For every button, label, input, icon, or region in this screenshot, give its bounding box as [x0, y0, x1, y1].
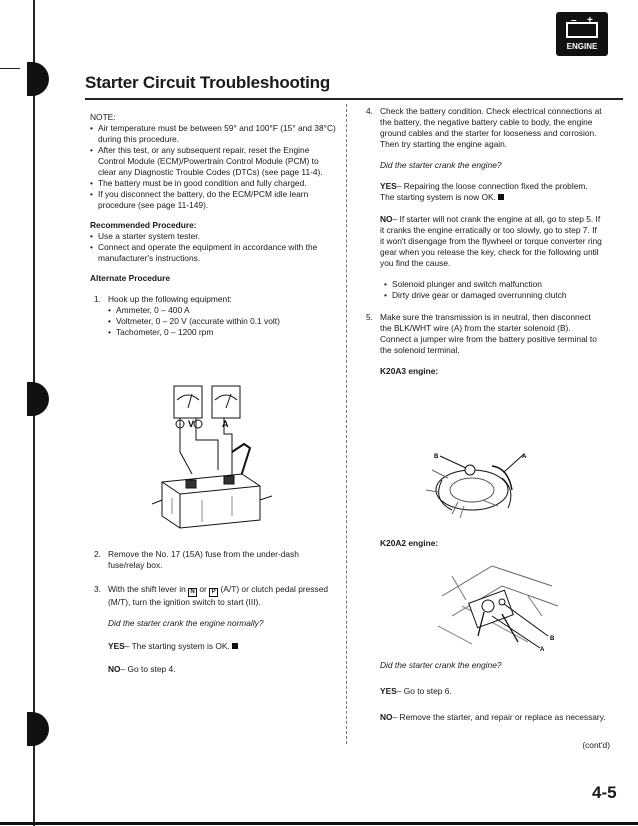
end-mark-icon	[232, 643, 238, 649]
end-mark-icon	[498, 194, 504, 200]
equipment-item: • Voltmeter, 0 – 20 V (accurate within 0.1 volt)	[108, 316, 336, 327]
page-title: Starter Circuit Troubleshooting	[85, 73, 331, 92]
voltmeter-icon	[174, 386, 202, 418]
battery-test-illustration	[152, 382, 272, 532]
left-column-lower	[90, 549, 336, 675]
continued-note: (cont'd)	[582, 740, 610, 750]
binder-hole-top	[27, 62, 49, 96]
step5-question: Did the starter crank the engine?	[380, 660, 502, 670]
step3-question: Did the starter crank the engine normally?	[108, 618, 264, 628]
battery-plus-icon: +	[587, 15, 593, 26]
meter-terminal-icon	[194, 420, 202, 428]
step-text: With the shift lever in	[108, 584, 186, 594]
k20a2-label-wrap	[380, 538, 600, 549]
cause-item: • Dirty drive gear or damaged overrunning clutch	[384, 290, 602, 301]
ammeter-label: A	[222, 419, 229, 429]
note-label: NOTE:	[90, 112, 116, 122]
no-text: – If starter will not crank the engine at all, go to step 5. If it cranks the engine erratically or too slowly, go to step 7. If it won't disengage from the flywheel or torque converter ring gear when you release the key, check for the following until you find the cause.	[380, 214, 602, 268]
engine-label: ENGINE	[566, 42, 598, 51]
page-number: 4-5	[592, 783, 617, 802]
note-item: • The battery must be in good condition and fully charged.	[90, 178, 336, 189]
callout-a: A	[522, 454, 527, 460]
binder-hole-middle	[27, 382, 49, 416]
note-item: • After this test, or any subsequent repair, reset the Engine Control Module (ECM)/Powertrain Control Module (PCM) to clear any Diagnostic Trouble Codes (DTCs) (see page 11-4).	[90, 145, 336, 178]
no-text: – Go to step 4.	[120, 664, 176, 674]
step-number: 5.	[366, 312, 373, 322]
step-1	[90, 294, 336, 305]
equipment-item: • Ammeter, 0 – 400 A	[108, 305, 336, 316]
binder-hole-bottom	[27, 712, 49, 746]
note-item: • If you disconnect the battery, do the ECM/PCM idle learn procedure (see page 11-149).	[90, 189, 336, 211]
callout-b: B	[550, 636, 555, 642]
callout-b: B	[434, 454, 439, 460]
recommended-item: • Use a starter system tester.	[90, 231, 336, 242]
step-number: 3.	[94, 584, 101, 594]
step3-yes	[90, 641, 336, 652]
neutral-symbol: N	[188, 588, 197, 597]
left-column	[90, 112, 336, 338]
no-label: NO	[108, 664, 121, 674]
k20a2-starter-illustration	[432, 556, 562, 652]
step-number: 2.	[94, 549, 101, 559]
step-text: Make sure the transmission is in neutral, then disconnect the BLK/WHT wire (A) from the starter solenoid (B). Connect a jumper wire from the battery positive terminal to the solenoid terminal.	[380, 312, 597, 355]
step-number: 1.	[94, 294, 101, 304]
battery-minus-icon: –	[571, 15, 577, 26]
no-label: NO	[380, 712, 393, 722]
park-symbol: P	[209, 588, 218, 597]
equipment-item: • Tachometer, 0 – 1200 rpm	[108, 327, 336, 338]
note-item: • Air temperature must be between 59° and 100°F (15° and 38°C) during this procedure.	[90, 123, 336, 145]
margin-tick	[0, 68, 20, 69]
yes-label: YES	[108, 641, 125, 651]
yes-text: – Go to step 6.	[396, 686, 452, 696]
step-text: Remove the No. 17 (15A) fuse from the under-dash fuse/relay box.	[108, 549, 299, 570]
k20a3-starter-illustration	[412, 450, 528, 522]
step-2	[90, 549, 336, 571]
no-text: – Remove the starter, and repair or replace as necessary.	[392, 712, 606, 722]
cause-item: • Solenoid plunger and switch malfunction	[384, 279, 602, 290]
k20a2-label: K20A2 engine:	[380, 538, 439, 548]
recommended-item: • Connect and operate the equipment in accordance with the manufacturer's instructions.	[90, 242, 336, 264]
no-label: NO	[380, 214, 393, 224]
yes-text: – The starting system is OK.	[124, 641, 230, 651]
step4-question: Did the starter crank the engine?	[380, 160, 502, 170]
ammeter-icon	[212, 386, 240, 418]
title-rule	[85, 98, 623, 100]
step4-yes	[362, 181, 602, 203]
step-5	[362, 312, 602, 356]
alternate-heading: Alternate Procedure	[90, 273, 171, 283]
yes-label: YES	[380, 686, 397, 696]
step3-no	[90, 664, 336, 675]
step-text: Hook up the following equipment:	[108, 294, 232, 304]
engine-battery-icon	[556, 12, 608, 56]
k20a3-label: K20A3 engine:	[380, 366, 439, 376]
step-4	[362, 106, 602, 150]
recommended-heading: Recommended Procedure:	[90, 220, 197, 230]
voltmeter-label: V	[188, 419, 195, 429]
step-3	[90, 584, 336, 608]
step-text: or	[199, 584, 207, 594]
right-column	[362, 106, 602, 377]
step5-yes	[380, 686, 606, 697]
yes-text: – Repairing the loose connection fixed the problem. The starting system is now OK.	[380, 181, 588, 202]
column-divider	[346, 104, 347, 744]
step5-no	[380, 712, 606, 723]
step4-no	[362, 214, 602, 269]
bottom-rule	[0, 822, 638, 825]
step-text: (A/T) or clutch pedal pressed (M/T), turn the ignition switch to start (III).	[108, 584, 329, 607]
yes-label: YES	[380, 181, 397, 191]
callout-a: A	[540, 647, 545, 652]
right-column-lower	[380, 660, 606, 723]
step-text: Check the battery condition. Check electrical connections at the battery, the negative battery cable to body, the engine ground cables and the starter for looseness and corrosion. Then try starting the engine again.	[380, 106, 602, 149]
step-number: 4.	[366, 106, 373, 116]
